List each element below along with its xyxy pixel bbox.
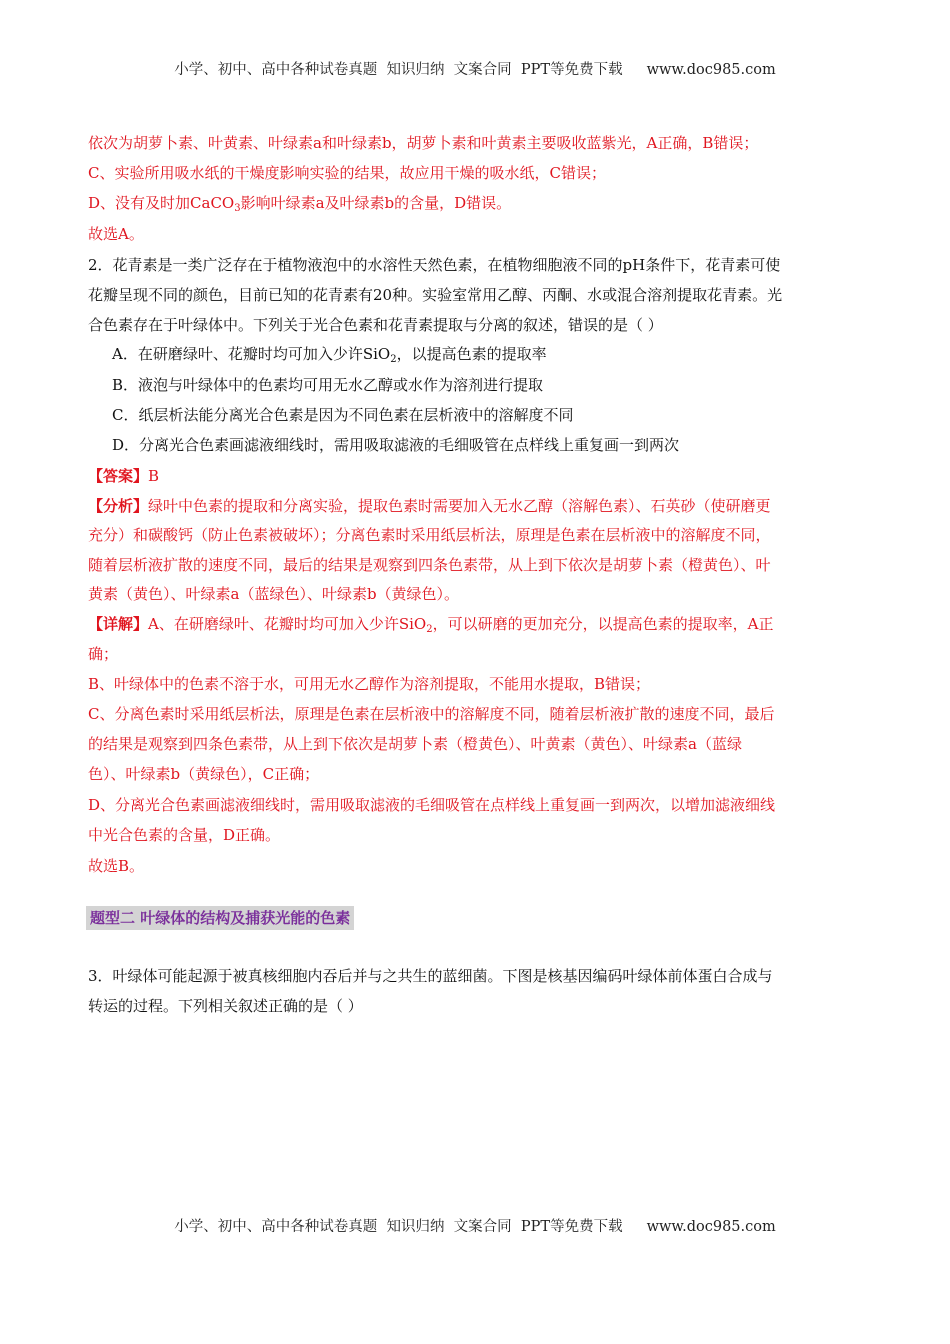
subscript: 2	[390, 354, 397, 365]
subscript: 3	[234, 203, 241, 214]
footer-url[interactable]: www.doc985.com	[646, 1219, 776, 1235]
q2-detail-3: B、叶绿体中的色素不溶于水，可用无水乙醇作为溶剂提取，不能用水提取，B错误；	[88, 675, 651, 693]
header-url[interactable]: www.doc985.com	[646, 62, 776, 78]
prev-line-2: C、实验所用吸水纸的干燥度影响实验的结果，故应用干燥的吸水纸，C错误；	[88, 164, 606, 182]
q3-stem-2: 转运的过程。下列相关叙述正确的是（ ）	[88, 997, 363, 1015]
q2-option-c: C．纸层析法能分离光合色素是因为不同色素在层析液中的溶解度不同	[112, 406, 574, 424]
detail-text-2: ，可以研磨的更加充分，以提高色素的提取率，A正	[432, 615, 774, 633]
q2-stem-3: 合色素存在于叶绿体中。下列关于光合色素和花青素提取与分离的叙述，错误的是（ ）	[88, 316, 663, 334]
header-text: 小学、初中、高中各种试卷真题 知识归纳 文案合同 PPT等免费下载	[174, 62, 623, 78]
q2-analysis-4: 黄素（黄色）、叶绿素a（蓝绿色）、叶绿素b（黄绿色）。	[88, 585, 460, 603]
q2-detail-6: 色）、叶绿素b（黄绿色），C正确；	[88, 765, 320, 783]
q2-detail-8: 中光合色素的含量，D正确。	[88, 826, 281, 844]
q3-stem-1: 3．叶绿体可能起源于被真核细胞内吞后并与之共生的蓝细菌。下图是核基因编码叶绿体前体蛋白合成与	[88, 967, 773, 985]
prev-line-3-a: D、没有及时加CaCO	[88, 194, 235, 212]
answer-value: B	[148, 467, 160, 485]
q2-answer	[88, 466, 159, 486]
q2-option-a	[112, 344, 547, 370]
prev-conclusion: 故选A。	[88, 225, 144, 243]
q2-option-a-text-2: ，以提高色素的提取率	[396, 345, 547, 363]
q2-detail-2: 确；	[88, 645, 119, 663]
q2-analysis-3: 随着层析液扩散的速度不同，最后的结果是观察到四条色素带，从上到下依次是胡萝卜素（橙黄色）、叶	[88, 556, 771, 574]
analysis-tag: 【分析】	[88, 497, 149, 515]
answer-tag: 【答案】	[88, 467, 149, 485]
page-footer	[0, 1215, 950, 1236]
prev-line-3	[88, 193, 511, 219]
q2-detail-5: 的结果是观察到四条色素带，从上到下依次是胡萝卜素（橙黄色）、叶黄素（黄色）、叶绿素a（蓝绿	[88, 735, 742, 753]
prev-line-3-b: 影响叶绿素a及叶绿素b的含量，D错误。	[240, 194, 512, 212]
q2-option-b: B．液泡与叶绿体中的色素均可用无水乙醇或水作为溶剂进行提取	[112, 376, 544, 394]
page-header	[0, 58, 950, 79]
q2-stem-1: 2．花青素是一类广泛存在于植物液泡中的水溶性天然色素，在植物细胞液不同的pH条件下，花青素可使	[88, 256, 781, 274]
subscript: 2	[426, 624, 433, 635]
q2-detail-1	[88, 614, 773, 640]
section-title: 题型二 叶绿体的结构及捕获光能的色素	[86, 906, 354, 930]
q2-detail-7: D、分离光合色素画滤液细线时，需用吸取滤液的毛细吸管在点样线上重复画一到两次，以增加滤液细线	[88, 796, 776, 814]
q2-detail-4: C、分离色素时采用纸层析法，原理是色素在层析液中的溶解度不同，随着层析液扩散的速度不同，最后	[88, 705, 775, 723]
q2-analysis-1	[88, 496, 771, 516]
detail-tag: 【详解】	[88, 615, 149, 633]
prev-line-1: 依次为胡萝卜素、叶黄素、叶绿素a和叶绿素b，胡萝卜素和叶黄素主要吸收蓝紫光，A正确，B错误；	[88, 134, 759, 152]
detail-text: A、在研磨绿叶、花瓣时均可加入少许SiO	[148, 615, 427, 633]
q2-option-a-text: A．在研磨绿叶、花瓣时均可加入少许SiO	[112, 345, 391, 363]
q2-conclusion: 故选B。	[88, 857, 145, 875]
analysis-text: 绿叶中色素的提取和分离实验，提取色素时需要加入无水乙醇（溶解色素）、石英砂（使研磨更	[148, 497, 771, 515]
q2-stem-2: 花瓣呈现不同的颜色，目前已知的花青素有20种。实验室常用乙醇、丙酮、水或混合溶剂提取花青素。光	[88, 286, 783, 304]
q2-option-d: D．分离光合色素画滤液细线时，需用吸取滤液的毛细吸管在点样线上重复画一到两次	[112, 436, 680, 454]
footer-text: 小学、初中、高中各种试卷真题 知识归纳 文案合同 PPT等免费下载	[174, 1219, 623, 1235]
q2-analysis-2: 充分）和碳酸钙（防止色素被破坏）；分离色素时采用纸层析法，原理是色素在层析液中的溶解度不同，	[88, 526, 771, 544]
